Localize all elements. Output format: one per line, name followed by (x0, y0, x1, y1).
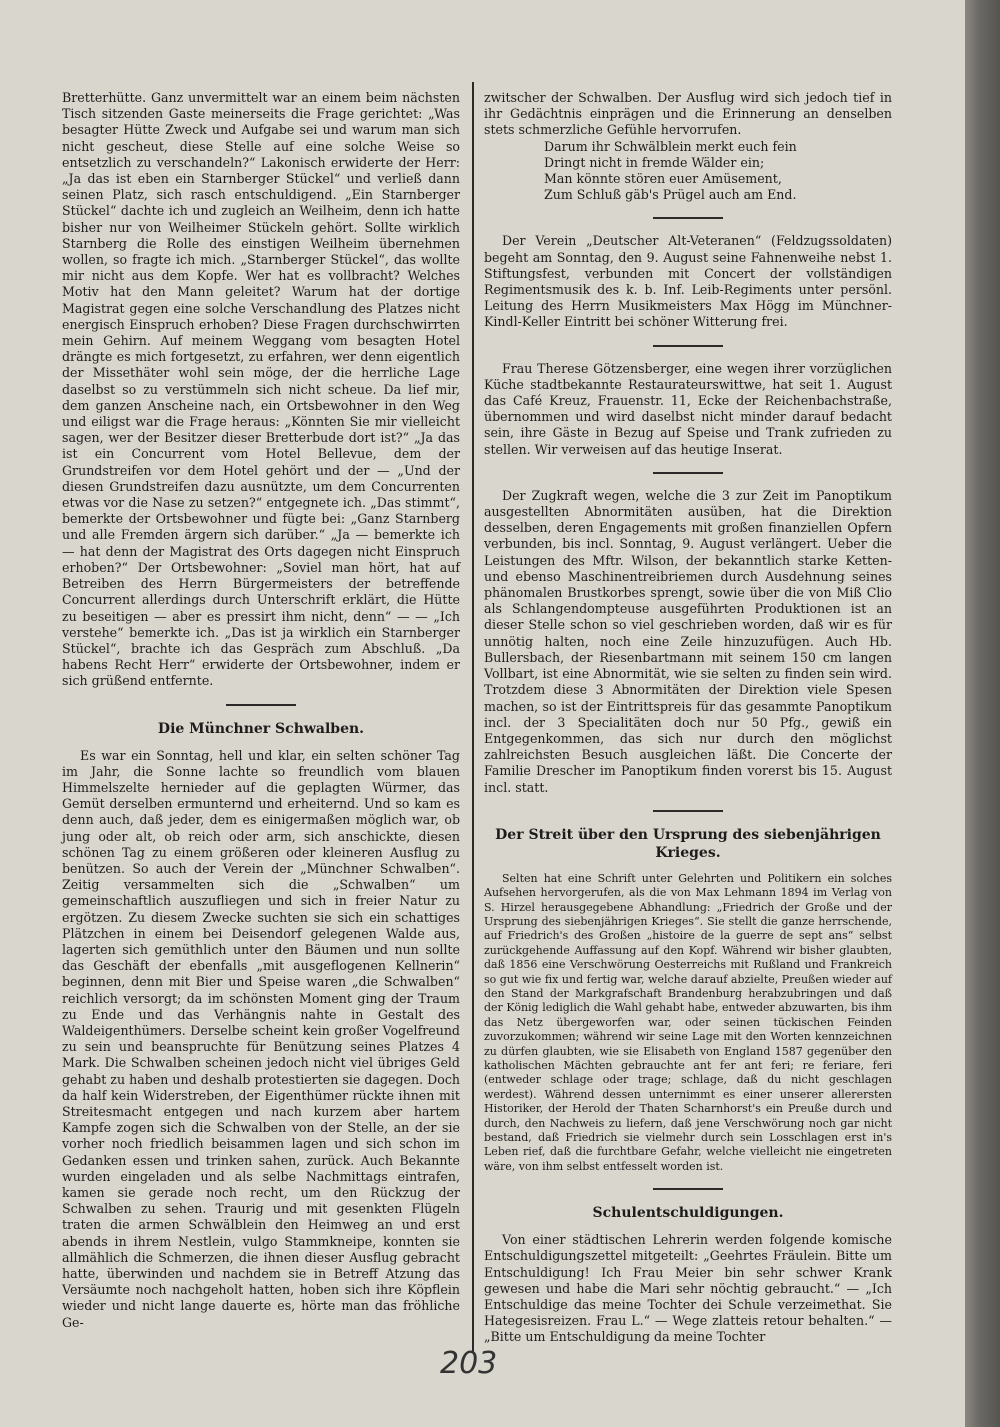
poem-line: Man könnte stören euer Amüsement, (544, 171, 782, 187)
cafe-kreuz-notice: Frau Therese Götzensberger, eine wegen ihrer vorzüglichen Küche stadtbekannte Restaurateurswittwe, hat seit 1. August das Café Kreuz, Frauenstr. 11, Ecke der Reichenbachstraße, übernommen und wird daselbst nicht minder darauf bedacht sein, ihre Gäste in Bezug auf Speise und Trank zufrieden zu stellen. Wir verweisen auf das heutige Inserat. (484, 360, 892, 457)
schwalben-continuation: zwitscher der Schwalben. Der Ausflug wird sich jedoch tief in ihr Gedächtnis einprägen und die Erinnerung an denselben stets schmerzliche Gefühle hervorrufen. (484, 90, 892, 138)
poem-line: Darum ihr Schwälblein merkt euch fein (544, 138, 797, 154)
panoptikum-notice: Der Zugkraft wegen, welche die 3 zur Zeit im Panoptikum ausgestellten Abnormitäten ausüben, hat die Direktion desselben, deren Engagements mit großen finanziellen Opfern verbunden, bis incl. Sonntag, 9. August verlängert. Ueber die Leistungen des Mftr. Wilson, der bekanntlich starke Ketten- und ebenso Maschinentreibriemen durch Ausdehnung seines phänomalen Brustkorbes sprengt, sowie über die von Miß Clio als Schlangendompteuse ausgeführten Produktionen ist an dieser Stelle schon so viel geschrieben worden, daß wir es für unnötig halten, noch eine Zeile hinzuzufügen. Auch Hb. Bullersbach, der Riesenbartmann mit seinem 150 cm langen Vollbart, ist eine Abnormität, wie sie selten zu finden sein wird. Trotzdem diese 3 Abnormitäten der Direktion viele Spesen machen, so ist der Eintrittspreis für das gesammte Panoptikum incl. der 3 Specialitäten doch nur 50 Pfg., gewiß ein Entgegenkommen, das sich nur durch den möglichst zahlreichsten Besuch ausgleichen läßt. Die Concerte der Familie Drescher im Panoptikum finden vorerst bis 15. August incl. statt. (484, 487, 892, 795)
section-divider (653, 345, 723, 347)
poem-line: Dringt nicht in fremde Wälder ein; (544, 154, 765, 170)
schwalben-article-text: Es war ein Sonntag, hell und klar, ein selten schöner Tag im Jahr, die Sonne lachte so freundlich vom blauen Himmelszelte hernieder auf die geplagten Würmer, das Gemüt derselben ermunternd und erheiternd. Und so kam es denn auch, daß jeder, dem es einigermaßen möglich war, ob jung oder alt, ob reich oder arm, sich anschickte, diesen schönen Tag zu einem größeren oder kleineren Ausflug zu benützen. So auch der Verein der „Münchner Schwalben“. Zeitig versammelten sich die „Schwalben“ um gemeinschaftlich auszufliegen und sich in freier Natur zu ergötzen. Zu diesem Zwecke suchten sie sich ein schattiges Plätzchen in einem bei Deisendorf gelegenen Walde aus, lagerten sich gemüthlich unter den Bäumen und nun sollte das Geschäft der ebenfalls „mit ausgeflogenen Kellnerin“ beginnen, denn mit Bier und Speise waren „die Schwalben“ reichlich versorgt; da im schönsten Moment ging der Traum zu Ende und das Verhängnis nahte in Gestalt des Waldeigenthümers. Derselbe scheint kein großer Vogelfreund zu sein und beanspruchte für Benützung seines Platzes 4 Mark. Die Schwalben scheinen jedoch nicht viel übriges Geld gehabt zu haben und deshalb protestierten sie dagegen. Doch da half kein Widerstreben, der Eigenthümer rückte ihnen mit Streitesmacht entgegen und nach kurzem aber hartem Kampfe zogen sich die Schwalben von der Stelle, an der sie vorher noch friedlich beisammen lagen und sich schon im Gedanken essen und trinken sahen, zurück. Auch Bekannte wurden eingeladen und als selbe Nachmittags eintrafen, kamen sie gerade noch recht, um den Rückzug der Schwalben zu sehen. Traurig und mit gesenkten Flügeln traten die armen Schwälblein den Heimweg an und erst abends in ihrem Nestlein, vulgo Stammkneipe, konnten sie allmählich die Schmerzen, die ihnen dieser Ausflug gebracht hatte, überwinden und nachdem sie in Betreff Atzung das Versäumte noch nachgeholt hatten, hoben sich ihre Köpflein wieder und nicht lange dauerte es, hörte man das fröhliche Ge- (62, 747, 460, 1330)
right-column (484, 90, 892, 1346)
veteranen-notice: Der Verein „Deutscher Alt-Veteranen“ (Feldzugssoldaten) begeht am Sonntag, den 9. August seine Fahnenweihe nebst 1. Stiftungsfest, verbunden mit Concert der vollständigen Regimentsmusik des k. b. Inf. Leib-Regiments unter persönl. Leitung des Herrn Musikmeisters Max Högg im Münchner-Kindl-Keller Eintritt bei schöner Witterung frei. (484, 233, 892, 330)
section-divider (653, 1188, 723, 1190)
poem-verse (484, 139, 892, 204)
starnberg-article-text: Bretterhütte. Ganz unvermittelt war an einem beim nächsten Tisch sitzenden Gaste meinerseits die Frage gerichtet: „Was besagter Hütte Zweck und Aufgabe sei und warum man sich nicht gescheut, diese Stelle auf eine solche Weise so entsetzlich zu verschandeln?“ Lakonisch erwiderte der Herr: „Ja das ist eben ein Starnberger Stückel“ und verließ dann seinen Platz, sich rasch entschuldigend. „Ein Starnberger Stückel“ dachte ich und zugleich an Weilheim, denn ich hatte bisher nur von Weilheimer Stückeln gehört. Sollte wirklich Starnberg die Rolle des einstigen Weilheim übernehmen wollen, so fragte ich mich. „Starnberger Stückel“, das wollte mir nicht aus dem Kopfe. Wer hat es vollbracht? Welches Motiv hat den Mann geleitet? Warum hat der dortige Magistrat gegen eine solche Verschandlung des Platzes nicht energisch Einspruch erhoben? Diese Fragen durchschwirrten mein Gehirn. Auf meinem Weggang vom besagten Hotel drängte es mich fortgesetzt, zu erfahren, wer denn eigentlich der Missethäter wohl sein möge, der die herrliche Lage daselbst so zu verstümmeln sich nicht scheue. Da lief mir, dem ganzen Anscheine nach, ein Ortsbewohner in den Weg und eiligst war die Frage heraus: „Könnten Sie mir vielleicht sagen, wer der Besitzer dieser Bretterbude dort ist?“ „Ja das ist ein Concurrent vom Hotel Bellevue, dem der Grundstreifen vor dem Hotel gehört und der — „Und der diesen Grundstreifen dazu ausnützte, um dem Concurrenten etwas vor die Nase zu setzen?“ entgegnete ich. „Das stimmt“, bemerkte der Ortsbewohner und fügte bei: „Ganz Starnberg und alle Fremden ärgern sich darüber.“ „Ja — bemerkte ich — hat denn der Magistrat des Orts dagegen nicht Einspruch erhoben?“ Der Ortsbewohner: „Soviel man hört, hat auf Betreiben des Herrn Bürgermeisters der betreffende Concurrent allerdings durch Unterschrift erklärt, die Hütte zu beseitigen — aber es pressirt ihm nicht, denn“ — — „Ich verstehe“ bemerkte ich. „Das ist ja wirklich ein Starnberger Stückel“, brachte ich das Gespräch zum Abschluß. „Da habens Recht Herr“ erwiderte der Ortsbewohner, indem er sich grüßend entfernte. (62, 90, 460, 689)
column-divider (472, 82, 474, 1352)
siebenjaehriger-krieg-text: Selten hat eine Schrift unter Gelehrten und Politikern ein solches Aufsehen hervorgerufen, als die von Max Lehmann 1894 im Verlag von S. Hirzel herausgegebene Abhandlung: „Friedrich der Große und der Ursprung des siebenjährigen Krieges“. Sie stellt die ganze herrschende, auf Friedrich's des Großen „histoire de la guerre de sept ans“ selbst zurückgehende Auffassung auf den Kopf. Während wir bisher glaubten, daß 1856 eine Verschwörung Oesterreichs mit Rußland und Frankreich so gut wie fix und fertig war, welche darauf abzielte, Preußen wieder auf den Stand der Markgrafschaft Brandenburg herabzubringen und daß der König lediglich die Wahl gehabt habe, entweder abzuwarten, bis ihm das Netz übergeworfen war, oder seinen tückischen Feinden zuvorzukommen; während wir seine Lage mit den Worten kennzeichnen zu dürfen glaubten, wie sie Elisabeth von England 1587 gegenüber den katholischen Mächten gebrauchte ant fer ant feri; re feriare, feri (entweder schlage oder trage; schlage, daß du nicht geschlagen werdest). Während dessen unternimmt es einer unserer allerersten Historiker, der Herold der Thaten Scharnhorst's ein Preuße durch und durch, den Nachweis zu liefern, daß jene Verschwörung noch gar nicht bestand, daß Friedrich sie vielmehr durch sein Losschlagen erst in's Leben rief, daß die furchtbare Gefahr, welche vielleicht nie eingetreten wäre, von ihm selbst entfesselt worden ist. (484, 871, 892, 1173)
small-print-block (484, 872, 892, 1175)
poem-line: Zum Schluß gäb's Prügel auch am End. (544, 187, 797, 203)
book-edge (965, 0, 1000, 1427)
left-column (62, 90, 460, 1331)
schulentschuldigungen-heading: Schulentschuldigungen. (592, 1205, 784, 1222)
section-divider (653, 217, 723, 219)
section-divider (653, 472, 723, 474)
page-number: 203 (440, 1346, 498, 1381)
section-divider (226, 704, 296, 706)
schulentschuldigungen-text: Von einer städtischen Lehrerin werden folgende komische Entschuldigungszettel mitgeteilt: „Geehrtes Fräulein. Bitte um Entschuldigung! Ich Frau Meier bin sehr schwer Krank gewesen und habe die Mari sehr nöchtig gebraucht.“ — „Ich Entschuldige das meine Tochter dei Schule verzeimethat. Sie Hategesisreizen. Frau L.“ — Wege zlatteis retour behalten.“ — „Bitte um Entschuldigung da meine Tochter (484, 1232, 892, 1345)
siebenjaehriger-krieg-heading: Der Streit über den Ursprung des siebenjährigen Krieges. (495, 826, 881, 861)
section-divider (653, 810, 723, 812)
schwalben-heading: Die Münchner Schwalben. (157, 720, 365, 737)
